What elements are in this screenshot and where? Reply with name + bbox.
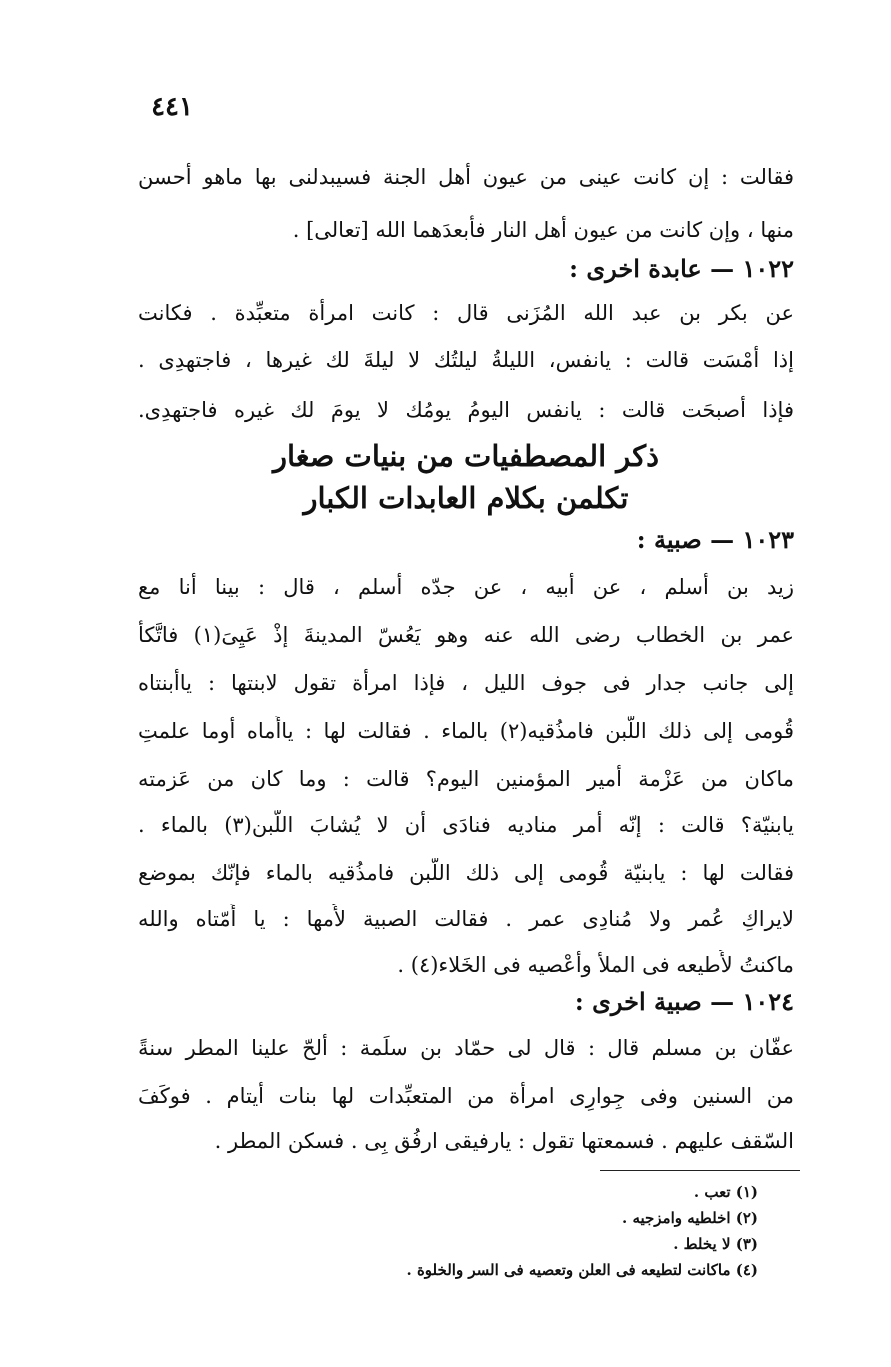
- text-line: فقالت : إن كانت عينى من عيون أهل الجنة فسيبدلنى بها ماهو أحسن: [138, 165, 794, 189]
- footnote-3: (٣) لا يخلط .: [673, 1235, 758, 1253]
- page-number: ٤٤١: [151, 92, 193, 122]
- text-line: قُومى إلى ذلك اللّبن فامذُقيه(٢) بالماء . فقالت لها : ياأُماه أوما علمتِ: [138, 719, 794, 743]
- footnote-1: (١) تعب .: [693, 1183, 758, 1201]
- section-heading-1023: ١٠٢٣ — صبية :: [636, 525, 794, 554]
- text-line: منها ، وإن كانت من عيون أهل النار فأبعدَهما الله [تعالى] .: [292, 218, 794, 242]
- chapter-title-line-1: ذكر المصطفيات من بنيات صغار: [272, 439, 660, 473]
- text-line: فقالت لها : يابنيّة قُومى إلى ذلك اللّبن فامذُقيه بالماء فإنّك بموضع: [138, 861, 794, 885]
- text-line: فإذا أصبحَت قالت : يانفس اليومُ يومُك لا يومَ لك غيره فاجتهدِى.: [138, 398, 794, 422]
- footnote-4: (٤) ماكانت لتطيعه فى العلن وتعصيه فى السر والخلوة .: [406, 1261, 758, 1279]
- text-line: من السنين وفى جِوارِى امرأة من المتعبِّدات لها بنات أيتام . فوكَفَ: [138, 1084, 794, 1108]
- section-heading-1022: ١٠٢٢ — عابدة اخرى :: [569, 254, 794, 283]
- text-line: إذا أمْسَت قالت : يانفس، الليلةُ ليلتُك لا ليلةَ لك غيرها ، فاجتهدِى .: [138, 348, 794, 372]
- text-line: إلى جانب جدار فى جوف الليل ، فإذا امرأة تقول لابنتها : ياأبنتاه: [138, 671, 794, 695]
- chapter-title-line-2: تكلمن بكلام العابدات الكبار: [303, 481, 629, 515]
- text-line: لايراكِ عُمر ولا مُنادِى عمر . فقالت الصبية لأُمها : يا أُمّتاه والله: [138, 907, 794, 931]
- text-line: زيد بن أسلم ، عن أبيه ، عن جدّه أسلم ، قال : بينا أنا مع: [138, 575, 794, 599]
- section-heading-1024: ١٠٢٤ — صبية اخرى :: [574, 987, 794, 1016]
- text-line: ماكان من عَزْمة أمير المؤمنين اليوم؟ قالت : وما كان من عَزمته: [138, 767, 794, 791]
- text-line: عمر بن الخطاب رضى الله عنه وهو يَعُسّ المدينةَ إذْ عَيِىَ(١) فاتَّكأ: [138, 623, 794, 647]
- text-line: عن بكر بن عبد الله المُزَنى قال : كانت امرأة متعبِّدة . فكانت: [138, 301, 794, 325]
- footnote-divider: [600, 1170, 800, 1171]
- text-line: يابنيّة؟ قالت : إنّه أمر مناديه فنادَى أن لا يُشابَ اللَّبن(٣) بالماء .: [138, 813, 794, 837]
- text-line: عفّان بن مسلم قال : قال لى حمّاد بن سلَمة : ألحّ علينا المطر سنةً: [138, 1036, 794, 1060]
- footnote-2: (٢) اخلطيه وامزجيه .: [622, 1209, 758, 1227]
- text-line: ماكنتُ لأُطيعه فى الملأ وأعْصيه فى الخَلاء(٤) .: [397, 953, 794, 977]
- text-line: السّقف عليهم . فسمعتها تقول : يارفيقى ارفُق بِى . فسكن المطر .: [214, 1129, 794, 1153]
